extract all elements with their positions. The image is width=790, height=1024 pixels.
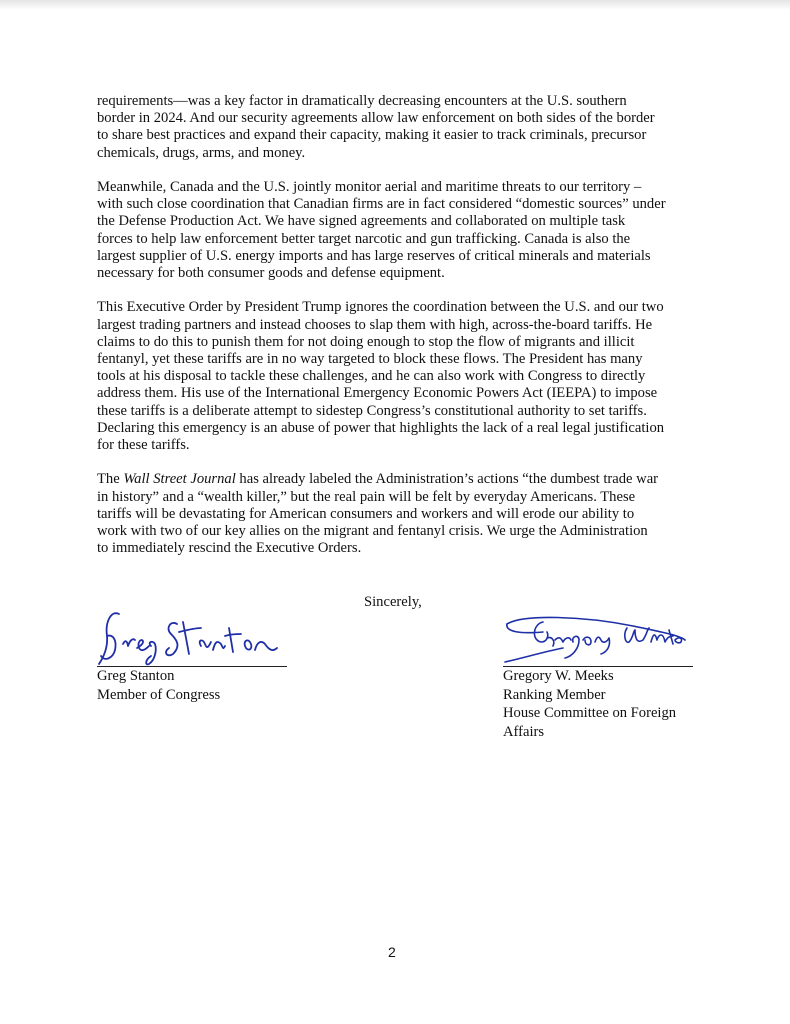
text-line: the Defense Production Act. We have signed agreements and collaborated on multiple task [97,213,626,230]
text-line [97,471,707,488]
text-line: with such close coordination that Canadian firms are in fact considered “domestic sources” under [97,196,666,213]
text-line: tools at his disposal to tackle these challenges, and he can also work with Congress to directly [97,368,646,385]
text-line: This Executive Order by President Trump ignores the coordination between the U.S. and our two [97,299,664,316]
letter-body [97,93,707,575]
text-line: Declaring this emergency is an abuse of power that highlights the lack of a real legal justification [97,419,665,436]
page-number: 2 [388,944,396,960]
text-line: these tariffs is a deliberate attempt to sidestep Congress’s constitutional authority to set tariffs. [97,402,647,419]
signatory-title: Member of Congress [97,686,221,703]
handwritten-signature-stanton [97,606,287,666]
signatory-title: Ranking Member [503,686,606,703]
paragraph-border-security [97,93,707,162]
text-line: requirements—was a key factor in dramatically decreasing encounters at the U.S. southern [97,93,627,109]
signature-block-stanton [97,606,287,704]
text-line: border in 2024. And our security agreements allow law enforcement on both sides of the border [97,110,655,127]
text-line: Meanwhile, Canada and the U.S. jointly monitor aerial and maritime threats to our territory – [97,179,642,195]
text-line: largest trading partners and instead chooses to slap them with high, across-the-board tariffs. He [97,316,653,333]
text-line: address them. His use of the International Emergency Economic Powers Act (IEEPA) to impose [97,385,658,402]
signature-block-meeks [503,612,693,741]
signatory-committee: House Committee on Foreign [503,705,677,722]
closing-salutation: Sincerely, [364,594,422,610]
text-line: fentanyl, yet these tariffs are in no way targeted to block these flows. The President has many [97,351,643,368]
text-line: to immediately rescind the Executive Orders. [97,540,362,557]
page-top-shadow [0,0,790,10]
text-line: forces to help law enforcement better target narcotic and gun trafficking. Canada is also the [97,230,631,247]
text-line: work with two of our key allies on the migrant and fentanyl crisis. We urge the Administration [97,523,648,540]
paragraph-wsj-conclusion [97,471,707,557]
paragraph-executive-order [97,299,707,454]
paragraph-canada-coordination [97,179,707,282]
handwritten-signature-meeks [503,612,693,666]
text-line: necessary for both consumer goods and defense equipment. [97,265,445,282]
publication-title: Wall Street Journal [123,471,236,488]
signatory-name: Gregory W. Meeks [503,668,614,684]
text-line: tariffs will be devastating for American consumers and workers and will erode our ability to [97,505,635,522]
text-run: has already labeled the Administration’s actions “the dumbest trade war [235,471,659,488]
text-line: claims to do this to punish them for not doing enough to stop the flow of migrants and illicit [97,333,635,350]
signatory-name: Greg Stanton [97,668,175,684]
text-line: chemicals, drugs, arms, and money. [97,144,306,161]
text-line: largest supplier of U.S. energy imports and has large reserves of critical minerals and materials [97,247,651,264]
text-line: for these tariffs. [97,437,190,454]
signatory-committee: Affairs [503,723,545,740]
text-line: in history” and a “wealth killer,” but the real pain will be felt by everyday Americans. These [97,488,636,505]
text-run: The [97,471,124,488]
text-line: to share best practices and expand their capacity, making it easier to track criminals, precursor [97,127,647,144]
